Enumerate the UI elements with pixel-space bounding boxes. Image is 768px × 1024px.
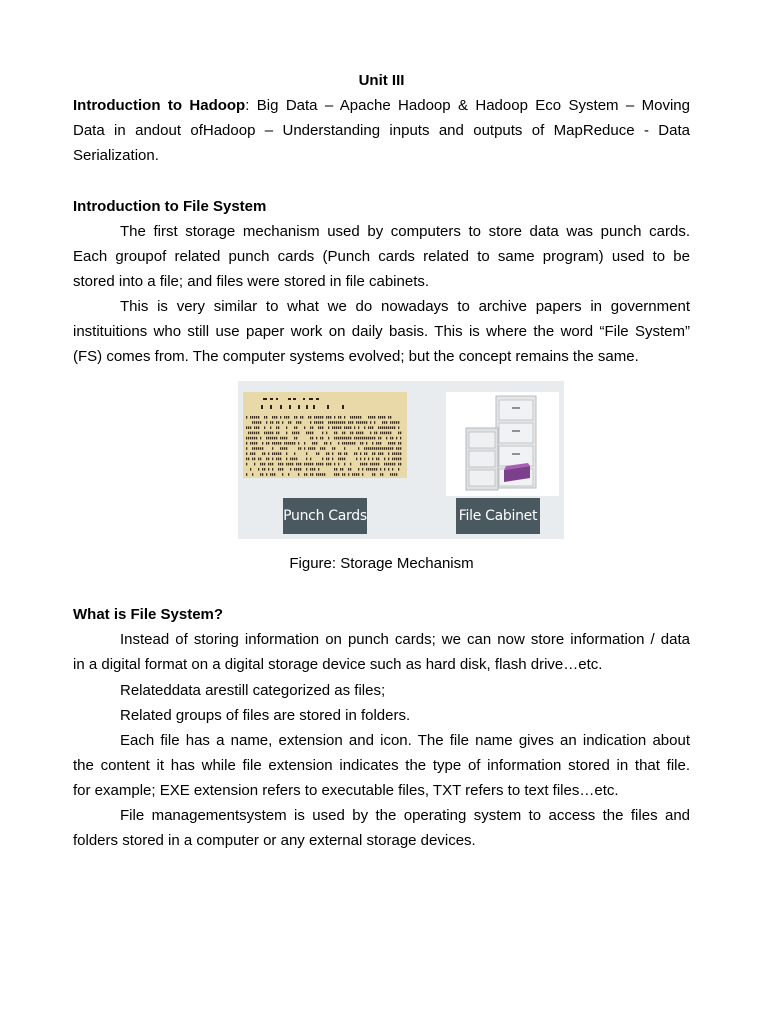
intro-line-2: Data in andout ofHadoop – Understanding inputs and outputs of MapReduce - Data: [73, 122, 690, 139]
p5-line-1: Related groups of files are stored in folders.: [120, 707, 411, 724]
p4-line-1: Relateddata arestill categorized as files;: [120, 682, 386, 699]
p3-line-1: Instead of storing information on punch cards; we can now store information / data: [120, 631, 690, 648]
file-cabinet-illustration: [446, 392, 559, 496]
p7-line-1: File managementsystem is used by the operating system to access the files and: [120, 807, 690, 824]
punch-card-image: [243, 392, 407, 478]
p2-line-2: instituitions who still use paper work on daily basis. This is where the word “File System”: [73, 323, 690, 340]
intro-line-3: Serialization.: [73, 147, 159, 164]
storage-mechanism-figure: [238, 381, 564, 539]
p1-line-1: The first storage mechanism used by computers to store data was punch cards.: [120, 223, 690, 240]
what-heading: What is File System?: [73, 606, 224, 623]
figure-caption: Figure: Storage Mechanism: [289, 555, 474, 572]
file-cabinet-label: File Cabinet: [456, 498, 540, 534]
p1-line-3: stored into a file; and files were stored in file cabinets.: [73, 273, 430, 290]
p1-line-2: Each groupof related punch cards (Punch cards related to same program) used to be: [73, 248, 690, 265]
punch-card-holes: [243, 392, 407, 478]
intro-heading: Introduction to Hadoop: [73, 97, 246, 114]
unit-title: Unit III: [358, 72, 405, 89]
intro-line-1-text: : Big Data – Apache Hadoop & Hadoop Eco System – Moving: [245, 97, 690, 114]
p7-line-2: folders stored in a computer or any external storage devices.: [73, 832, 476, 849]
p2-line-1: This is very similar to what we do nowadays to archive papers in government: [120, 298, 690, 315]
p3-line-2: in a digital format on a digital storage device such as hard disk, flash drive…etc.: [73, 656, 603, 673]
p6-line-2: the content it has while file extension indicates the type of information stored in that file.: [73, 757, 690, 774]
fs-heading: Introduction to File System: [73, 198, 267, 215]
intro-line-1: [73, 93, 690, 118]
file-cabinet-image: [446, 392, 559, 496]
punch-cards-label: Punch Cards: [283, 498, 367, 534]
p6-line-3: for example; EXE extension refers to executable files, TXT refers to text files…etc.: [73, 782, 619, 799]
p2-line-3: (FS) comes from. The computer systems evolved; but the concept remains the same.: [73, 348, 639, 365]
p6-line-1: Each file has a name, extension and icon. The file name gives an indication about: [120, 732, 690, 749]
